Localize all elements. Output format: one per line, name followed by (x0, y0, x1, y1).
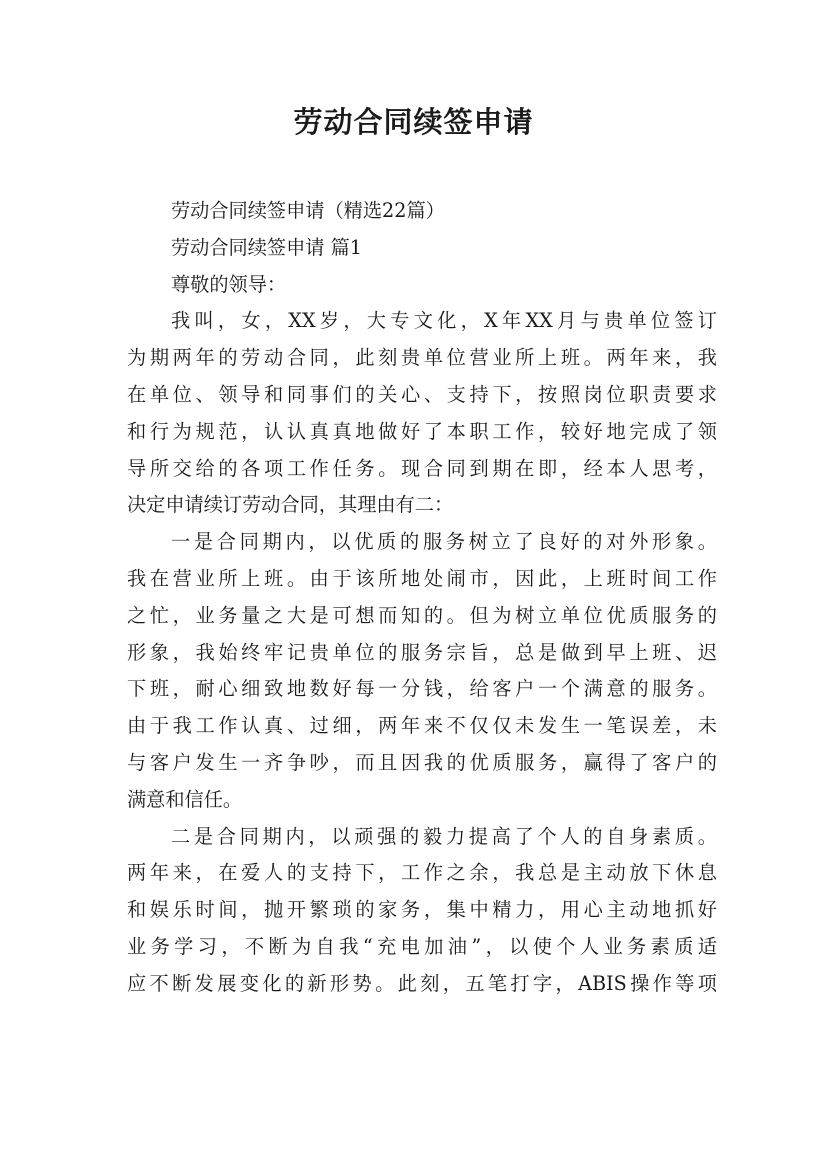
text-line: 决定申请续订劳动合同，其理由有二： (127, 493, 454, 517)
text-line: 满意和信任。 (127, 787, 243, 811)
text-line: 导所交给的各项工作任务。现合同到期在即，经本人思考， (127, 456, 717, 480)
text-line: 我在营业所上班。由于该所地处闹市，因此，上班时间工作 (127, 566, 717, 590)
text-line: 由于我工作认真、过细，两年来不仅仅未发生一笔误差，未 (127, 714, 717, 738)
text-line: 两年来，在爱人的支持下，工作之余，我总是主动放下休息 (127, 861, 717, 885)
text-line: 业务学习，不断为自我“充电加油”，以使个人业务素质适 (127, 934, 717, 958)
text-line: 我叫，女，XX岁，大专文化，X年XX月与贵单位签订 (171, 309, 717, 333)
document-title: 劳动合同续签申请 (293, 105, 534, 139)
text-line: 和行为规范，认认真真地做好了本职工作，较好地完成了领 (127, 419, 717, 443)
text-line: 尊敬的领导： (171, 272, 287, 296)
text-line: 劳动合同续签申请（精选22篇） (171, 199, 445, 222)
text-line: 和娱乐时间，抛开繁琐的家务，集中精力，用心主动地抓好 (127, 898, 717, 922)
text-line: 劳动合同续签申请 篇1 (171, 235, 362, 259)
text-line: 之忙，业务量之大是可想而知的。但为树立单位优质服务的 (127, 603, 717, 627)
text-line: 二是合同期内，以顽强的毅力提高了个人的自身素质。 (171, 824, 717, 848)
text-line: 形象，我始终牢记贵单位的服务宗旨，总是做到早上班、迟 (127, 640, 717, 664)
text-line: 一是合同期内，以优质的服务树立了良好的对外形象。 (171, 530, 717, 554)
document-body (127, 193, 717, 1003)
text-line: 应不断发展变化的新形势。此刻，五笔打字，ABIS操作等项 (127, 971, 717, 995)
text-line: 下班，耐心细致地数好每一分钱，给客户一个满意的服务。 (127, 677, 717, 701)
text-line: 与客户发生一齐争吵，而且因我的优质服务，赢得了客户的 (127, 750, 717, 774)
text-line: 为期两年的劳动合同，此刻贵单位营业所上班。两年来，我 (127, 346, 717, 370)
text-line: 在单位、领导和同事们的关心、支持下，按照岗位职责要求 (127, 382, 717, 406)
